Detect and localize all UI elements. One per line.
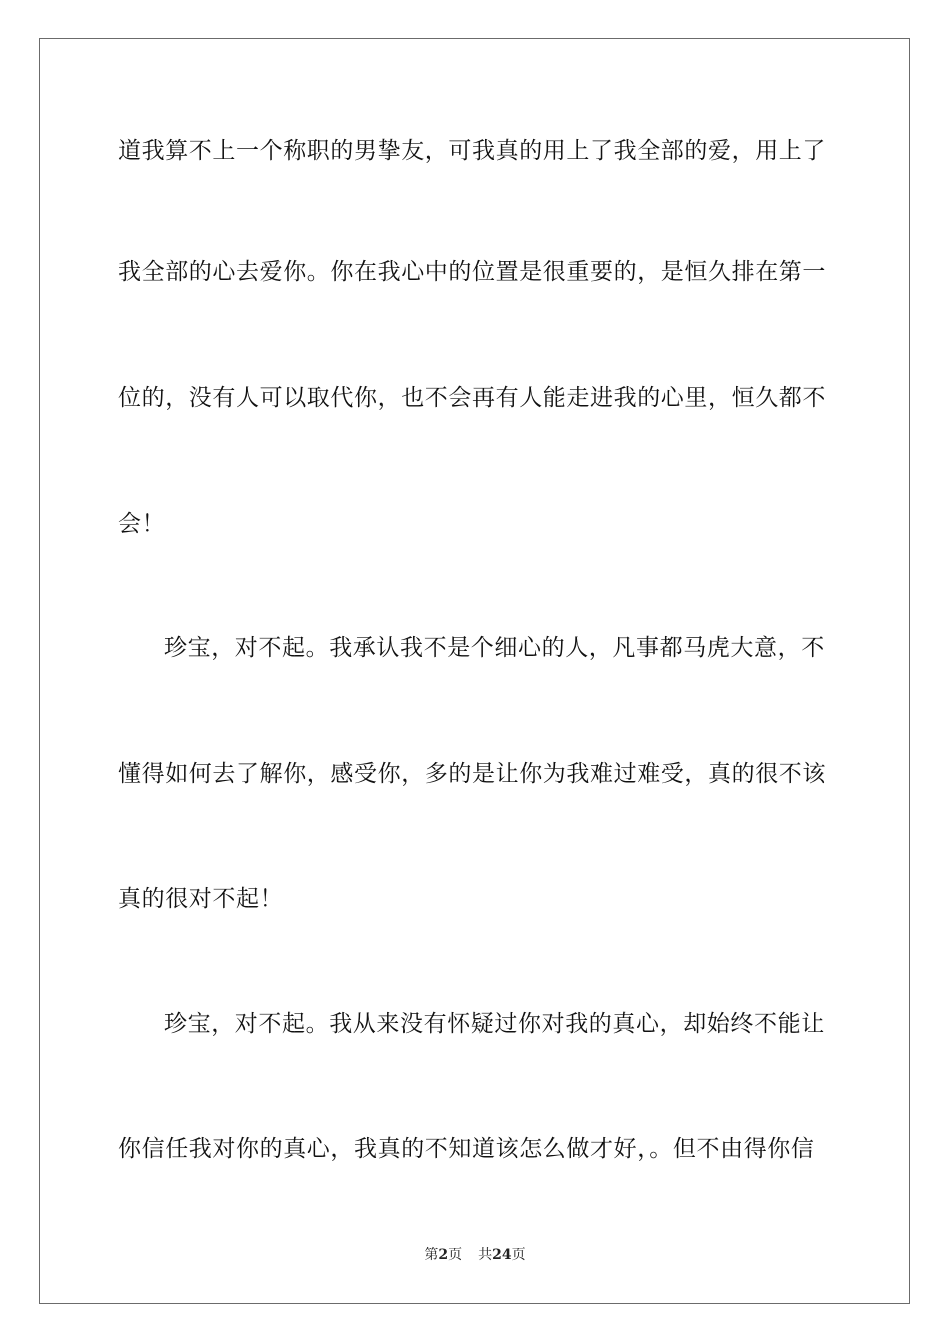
total-pages: 24 xyxy=(492,1247,512,1263)
paragraph-start-line-8: 珍宝，对不起。我从来没有怀疑过你对我的真心，却始终不能让 xyxy=(164,1011,825,1037)
total-prefix: 共 xyxy=(478,1247,493,1263)
text-line-6: 懂得如何去了解你，感受你，多的是让你为我难过难受，真的很不该 xyxy=(118,761,826,787)
paragraph-start-line-5: 珍宝，对不起。我承认我不是个细心的人，凡事都马虎大意，不 xyxy=(164,635,825,661)
page-number: 2 xyxy=(438,1247,449,1263)
text-line-3: 位的，没有人可以取代你，也不会再有人能走进我的心里，恒久都不 xyxy=(118,385,826,411)
page-suffix: 页 xyxy=(448,1247,463,1263)
text-line-7: 真的很对不起！ xyxy=(118,886,284,912)
total-suffix: 页 xyxy=(511,1247,526,1263)
text-line-4: 会！ xyxy=(118,511,166,537)
page-border xyxy=(39,38,910,1304)
text-line-1: 道我算不上一个称职的男挚友，可我真的用上了我全部的爱，用上了 xyxy=(118,138,826,164)
page-footer xyxy=(0,1246,950,1264)
text-line-2: 我全部的心去爱你。你在我心中的位置是很重要的，是恒久排在第一 xyxy=(118,259,826,285)
text-line-9: 你信任我对你的真心，我真的不知道该怎么做才好，。但不由得你信 xyxy=(118,1136,815,1162)
page-prefix: 第 xyxy=(424,1247,439,1263)
